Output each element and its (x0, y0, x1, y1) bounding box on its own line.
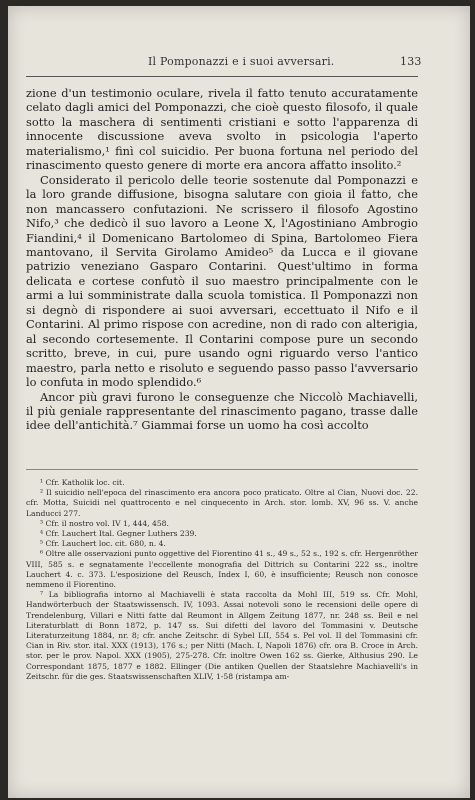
footnote: ⁵ Cfr. Lauchert loc. cit. 680, n. 4. (40, 539, 166, 549)
footnote: ³ Cfr. il nostro vol. IV 1, 444, 458. (40, 518, 169, 528)
footnotes (26, 478, 418, 682)
main-text (26, 86, 418, 433)
footnote: ⁶ Oltre alle osservazioni punto oggettive del Fiorentino 41 s., 49 s., 52 s., 192 s. cfr. Hergenröther VIII, 585 s. e segnatamente l'eccellente monografia del Dittrich su Contarini 222 ss., inoltre Lauchert 4. c. 373. L'esposizione del Reusch, Index I, 60, è insufficiente; Reusch non conosce nemmeno il Fiorentino. (26, 549, 418, 590)
footnote: ⁴ Cfr. Lauchert Ital. Gegner Luthers 239. (40, 529, 197, 539)
book-page (8, 6, 470, 798)
footnote-rule (26, 469, 418, 470)
footnote: ⁷ La bibliografia intorno al Machiavelli è stata raccolta da Mohl III, 519 ss. Cfr. Mohl, Handwörterbuch der Staatswissensch. IV, 1093. Assai notevoli sono le recensioni delle opere di Trendelenburg, Villari e Nitti fatte dal Reumont in Allgem Zeitung 1877, nr. 248 ss. Beil e nel Literaturblatt di Bonn 1872, p. 147 ss. Sui difetti del lavoro del Tommasini v. Deutsche Literaturzeitung 1884, nr. 8; cfr. anche Zeitschr. di Sybel LII, 554 s. Pel vol. II del Tommasini cfr. Cian in Riv. stor. ital. XXX (1913), 176 s.; per Nitti (Mach. I, Napoli 1876) cfr. ora B. Croce in Arch. stor. per le prov. Napol. XXX (1905), 275-278. Cfr. inoltre Owen 162 ss. Gierke, Althusius 290. Le Correspondant 1875, 1877 e 1882. Ellinger (Die antiken Quellen der Staatslehre Machiavelli's in Zeitschr. für die ges. Staatswissenschaften XLIV, 1-58 (ristampa am- (26, 590, 418, 681)
footnote: ² Il suicidio nell'epoca del rinascimento era ancora poco praticato. Oltre al Cian, Nuovi doc. 22. cfr. Motta, Suicidi nel quattrocento e nel cinquecento in Arch. stor. lomb. XV, 96 ss. V. anche Landucci 277. (26, 488, 418, 518)
header-rule (26, 76, 418, 77)
footnote: ¹ Cfr. Katholik loc. cit. (40, 478, 125, 487)
running-title: Il Pomponazzi e i suoi avversari. (148, 55, 335, 68)
page-number: 133 (400, 55, 422, 68)
paragraph: Considerato il pericolo delle teorie sostenute dal Pomponazzi e la loro grande diffusione, bisogna salutare con gioia il fatto, che non mancassero confutazioni. Ne scrissero il filosofo Agostino Nifo,³ che dedicò il suo lavoro a Leone X, l'Agostiniano Ambrogio Fiandini,⁴ il Domenicano Bartolomeo di Spina, Bartolomeo Fiera mantovano, il Servita Girolamo Amideo⁵ da Lucca e il giovane patrizio veneziano Gasparo Contarini. Quest'ultimo in forma delicata e cortese confutò il suo maestro principalmente con le armi a lui somministrate dalla scuola tomistica. Il Pomponazzi non si degnò di rispondere ai suoi avversari, eccettuato il Nifo e il Contarini. Al primo rispose con acredine, non di rado con alterigia, al secondo cortesemente. Il Contarini compose pure un secondo scritto, breve, in cui, pure usando ogni riguardo verso l'antico maestro, parla netto e risoluto e seguendo passo passo l'avversario lo confuta in modo splendido.⁶ (26, 172, 418, 390)
running-head (8, 55, 470, 71)
paragraph: Ancor più gravi furono le conseguenze che Niccolò Machiavelli, il più geniale rappresentante del rinascimento pagano, trasse dalle idee dell'antichità.⁷ Giammai forse un uomo ha così accolto (26, 389, 418, 433)
paragraph: zione d'un testimonio oculare, rivela il fatto tenuto accuratamente celato dagli amici del Pomponazzi, che cioè questo filosofo, il quale sotto la maschera di sentimenti cristiani e sotto l'apparenza di innocente discussione aveva svolto in psicologia l'aperto materialismo,¹ finì col suicidio. Per buona fortuna nel periodo del rinascimento questo genere di morte era ancora affatto insolito.² (26, 86, 418, 173)
